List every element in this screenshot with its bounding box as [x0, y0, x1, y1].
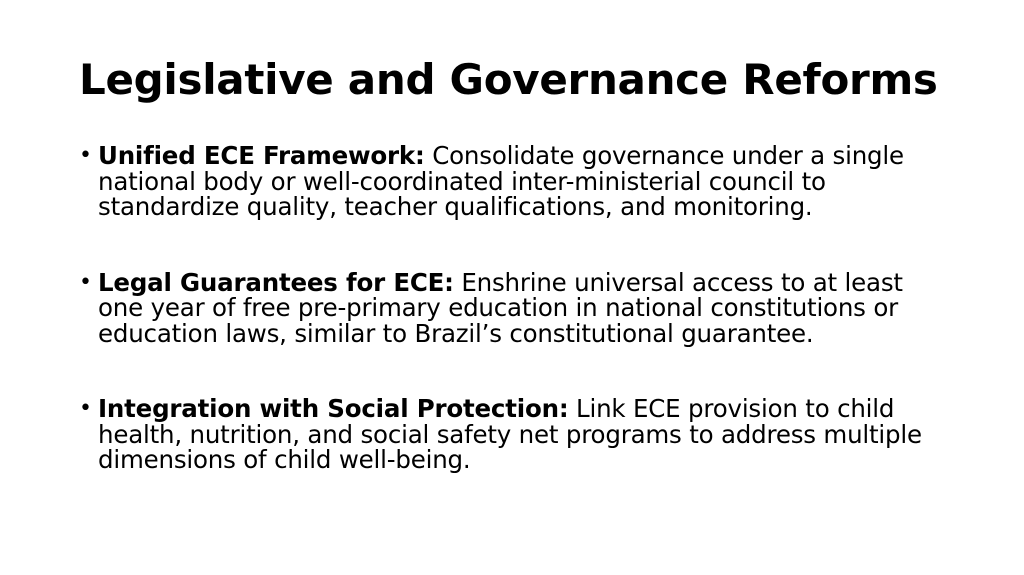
bullet-item-unified-framework: [79, 143, 929, 220]
bullet-text: Enshrine universal access to at least one year of free pre-primary education in national constitutions or education laws, similar to Brazil’s constitutional guarantee.: [98, 267, 903, 348]
bullet-dot-icon: •: [79, 269, 92, 295]
bullet-text: Consolidate governance under a single national body or well-coordinated inter-ministerial council to standardize quality, teacher qualifications, and monitoring.: [98, 141, 904, 221]
bullet-dot-icon: •: [79, 396, 92, 421]
bullet-lead: Unified ECE Framework:: [98, 141, 425, 170]
bullet-lead: Legal Guarantees for ECE:: [98, 267, 454, 297]
slide-title: Legislative and Governance Reforms: [79, 55, 938, 104]
bullet-list: [79, 143, 929, 473]
bullet-lead: Integration with Social Protection:: [98, 394, 569, 423]
bullet-text: Link ECE provision to child health, nutrition, and social safety net programs to address multiple dimensions of child well-being.: [98, 394, 922, 474]
bullet-item-social-protection: [79, 396, 929, 473]
bullet-item-legal-guarantees: [79, 267, 929, 348]
bullet-dot-icon: •: [79, 143, 92, 168]
